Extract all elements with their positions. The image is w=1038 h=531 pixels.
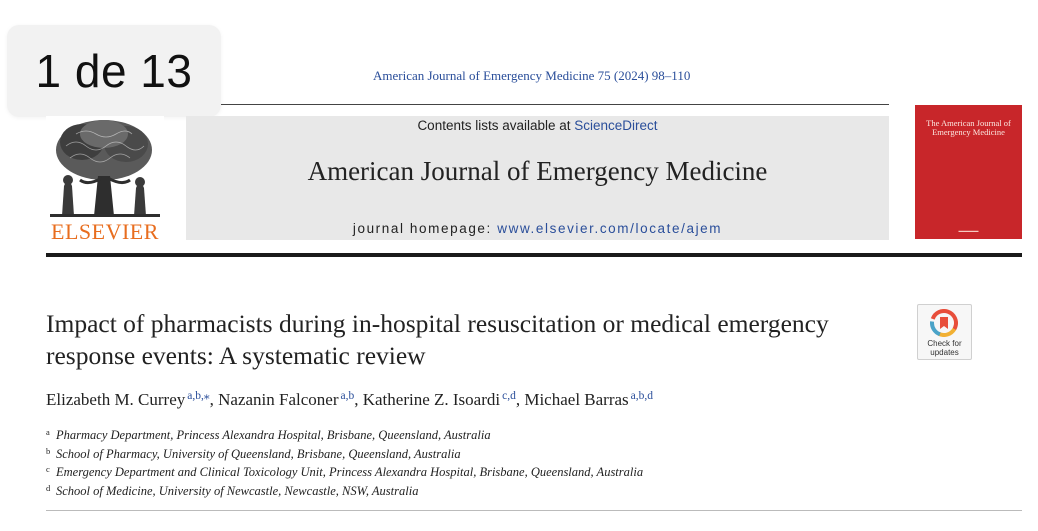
author-name[interactable]: Nazanin Falconer [218, 390, 339, 409]
elsevier-wordmark[interactable]: ELSEVIER [51, 219, 159, 244]
affiliation-key: c [46, 464, 50, 475]
journal-citation[interactable]: American Journal of Emergency Medicine 75 (2024) 98–110 [373, 68, 691, 83]
author-name[interactable]: Katherine Z. Isoardi [362, 390, 501, 409]
section-divider [46, 510, 1022, 511]
affiliation-key: d [46, 482, 51, 493]
affiliation-text: Pharmacy Department, Princess Alexandra Hospital, Brisbane, Queensland, Australia [56, 428, 491, 442]
paper-title: Impact of pharmacists during in-hospital resuscitation or medical emergency response events: A systematic review [46, 309, 829, 370]
check-updates-icon [930, 309, 958, 337]
check-for-updates-button[interactable] [917, 304, 972, 360]
author-affiliation-marker[interactable]: a,b,d [630, 390, 654, 402]
cover-title: The American Journal of Emergency Medicine [926, 118, 1011, 137]
affiliation-text: School of Pharmacy, University of Queensland, Brisbane, Queensland, Australia [56, 446, 461, 461]
journal-cover[interactable] [915, 105, 1022, 239]
homepage-line [186, 221, 889, 236]
author-name[interactable]: Elizabeth M. Currey [46, 390, 186, 409]
author-affiliation-marker[interactable]: c,d [502, 390, 516, 402]
homepage-link[interactable]: www.elsevier.com/locate/ajem [497, 221, 723, 236]
affiliation-key: a [46, 427, 50, 437]
affiliation-text: School of Medicine, University of Newcastle, Newcastle, NSW, Australia [56, 483, 419, 498]
header-divider [221, 104, 889, 105]
page-counter [7, 25, 221, 117]
cover-footer-mark: ▬▬▬▬▬ [958, 228, 979, 233]
affiliation-item [46, 425, 643, 444]
sciencedirect-link[interactable]: ScienceDirect [574, 118, 658, 133]
affiliation-item [46, 444, 643, 463]
journal-title: American Journal of Emergency Medicine [307, 156, 768, 186]
homepage-prefix: journal homepage: [352, 221, 498, 236]
author-list: Elizabeth M. Currey $^{a,b,⁎}$, Nazanin Falconer $^{a,b}$, Katherine Z. Isoardi $^{c,d}$, Michael Barras $^{a,b,d}$ [46, 390, 654, 409]
affiliation-list [46, 425, 643, 499]
page-counter-text: 1 de 13 [35, 45, 193, 97]
contents-line [186, 118, 889, 133]
masthead-rule [46, 253, 1022, 257]
contents-prefix: Contents lists available at [417, 118, 575, 133]
author-affiliation-marker[interactable]: a,b [340, 390, 355, 402]
affiliation-key: b [46, 445, 51, 456]
author-affiliation-marker[interactable]: a,b,⁎ [187, 390, 210, 402]
affiliation-text: Emergency Department and Clinical Toxicology Unit, Princess Alexandra Hospital, Brisbane, Queensland, Australia [56, 465, 644, 480]
author-name[interactable]: Michael Barras [524, 390, 629, 409]
check-updates-label: Check for updates [927, 339, 962, 357]
journal-banner [186, 116, 889, 240]
affiliation-item [46, 462, 643, 481]
affiliation-item [46, 481, 643, 500]
